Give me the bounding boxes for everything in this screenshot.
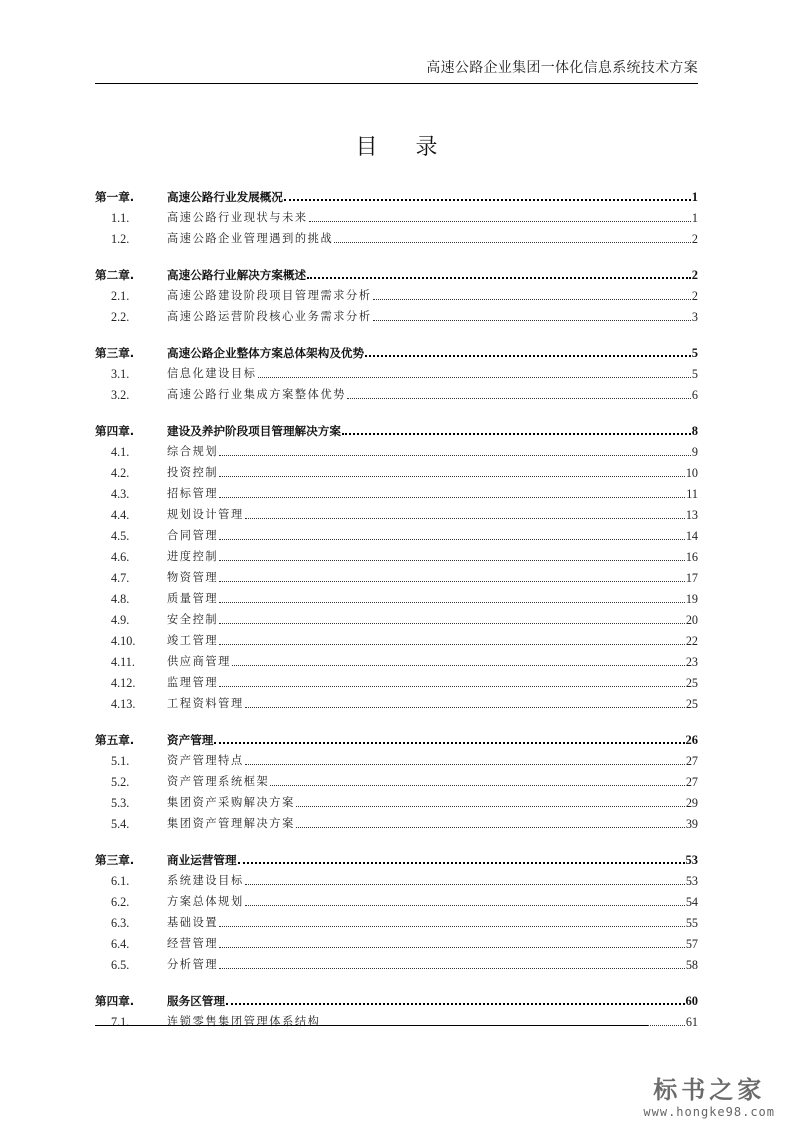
toc-chapter-entry[interactable] bbox=[95, 340, 698, 361]
toc-entry-number: 第五章. bbox=[95, 733, 135, 747]
toc-entry-number: 4.9. bbox=[111, 613, 130, 627]
toc-entry-number: 3.2. bbox=[111, 388, 130, 402]
toc-chapter-spacer bbox=[95, 973, 698, 988]
toc-section-entry[interactable] bbox=[95, 811, 698, 832]
toc-entry-page: 25 bbox=[685, 697, 698, 711]
toc-entry-page: 8 bbox=[691, 424, 698, 438]
toc-dot-leader bbox=[245, 905, 685, 906]
toc-dot-leader bbox=[219, 539, 685, 540]
toc-entry-page: 22 bbox=[685, 634, 698, 648]
toc-dot-leader bbox=[219, 947, 685, 948]
toc-entry-page: 10 bbox=[685, 466, 698, 480]
toc-entry-page: 1 bbox=[691, 190, 698, 204]
toc-section-entry[interactable] bbox=[95, 439, 698, 460]
toc-entry-page: 9 bbox=[691, 445, 698, 459]
toc-entry-title: 高速公路行业现状与未来 bbox=[167, 211, 308, 224]
toc-entry-number: 2.2. bbox=[111, 310, 130, 324]
toc-chapter-spacer bbox=[95, 247, 698, 262]
toc-dot-leader bbox=[373, 320, 691, 321]
toc-entry-number: 4.8. bbox=[111, 592, 130, 606]
toc-chapter-entry[interactable] bbox=[95, 262, 698, 283]
toc-entry-title: 分析管理 bbox=[167, 958, 219, 971]
toc-entry-number: 4.1. bbox=[111, 445, 130, 459]
toc-entry-number: 6.2. bbox=[111, 895, 130, 909]
toc-entry-page: 25 bbox=[685, 676, 698, 690]
toc-entry-page: 6 bbox=[691, 388, 698, 402]
toc-entry-number: 4.3. bbox=[111, 487, 130, 501]
toc-chapter-entry[interactable] bbox=[95, 184, 698, 205]
toc-section-entry[interactable] bbox=[95, 226, 698, 247]
toc-entry-title: 高速公路企业管理遇到的挑战 bbox=[167, 232, 334, 245]
toc-entry-page: 23 bbox=[685, 655, 698, 669]
toc-section-entry[interactable] bbox=[95, 586, 698, 607]
toc-chapter-spacer bbox=[95, 403, 698, 418]
toc-entry-page: 2 bbox=[691, 232, 698, 246]
toc-entry-title: 经营管理 bbox=[167, 937, 219, 950]
table-of-contents bbox=[95, 184, 698, 1030]
toc-entry-title: 安全控制 bbox=[167, 613, 219, 626]
toc-section-entry[interactable] bbox=[95, 283, 698, 304]
toc-entry-title: 建设及养护阶段项目管理解决方案 bbox=[167, 424, 341, 438]
toc-entry-title: 招标管理 bbox=[167, 487, 219, 500]
toc-entry-title: 合同管理 bbox=[167, 529, 219, 542]
toc-entry-page: 19 bbox=[685, 592, 698, 606]
toc-dot-leader bbox=[342, 433, 691, 435]
toc-entry-number: 4.11. bbox=[111, 655, 135, 669]
toc-dot-leader bbox=[296, 827, 685, 828]
toc-dot-leader bbox=[219, 968, 685, 969]
toc-dot-leader bbox=[238, 862, 685, 864]
toc-dot-leader bbox=[226, 1003, 685, 1005]
toc-section-entry[interactable] bbox=[95, 205, 698, 226]
toc-entry-title: 集团资产管理解决方案 bbox=[167, 817, 295, 830]
toc-chapter-entry[interactable] bbox=[95, 988, 698, 1009]
toc-entry-title: 连锁零售集团管理体系结构 bbox=[167, 1015, 321, 1028]
toc-entry-number: 4.12. bbox=[111, 676, 136, 690]
toc-entry-page: 58 bbox=[685, 958, 698, 972]
toc-section-entry[interactable] bbox=[95, 523, 698, 544]
toc-entry-number: 6.3. bbox=[111, 916, 130, 930]
toc-entry-number: 第二章. bbox=[95, 268, 135, 282]
toc-entry-page: 61 bbox=[685, 1015, 698, 1029]
toc-chapter-entry[interactable] bbox=[95, 847, 698, 868]
toc-entry-page: 3 bbox=[691, 310, 698, 324]
toc-entry-page: 27 bbox=[685, 775, 698, 789]
toc-dot-leader bbox=[219, 926, 685, 927]
toc-dot-leader bbox=[219, 602, 685, 603]
toc-entry-number: 4.2. bbox=[111, 466, 130, 480]
toc-entry-title: 高速公路运营阶段核心业务需求分析 bbox=[167, 310, 372, 323]
toc-entry-page: 57 bbox=[685, 937, 698, 951]
toc-entry-number: 4.7. bbox=[111, 571, 130, 585]
toc-entry-number: 6.4. bbox=[111, 937, 130, 951]
toc-dot-leader bbox=[309, 221, 691, 222]
toc-entry-page: 27 bbox=[685, 754, 698, 768]
toc-entry-page: 2 bbox=[691, 289, 698, 303]
toc-section-entry[interactable] bbox=[95, 691, 698, 712]
toc-dot-leader bbox=[284, 199, 691, 201]
toc-entry-title: 资产管理特点 bbox=[167, 754, 244, 767]
toc-section-entry[interactable] bbox=[95, 670, 698, 691]
toc-chapter-spacer bbox=[95, 712, 698, 727]
toc-entry-number: 4.10. bbox=[111, 634, 136, 648]
toc-dot-leader bbox=[245, 884, 685, 885]
toc-section-entry[interactable] bbox=[95, 502, 698, 523]
toc-dot-leader bbox=[296, 806, 685, 807]
toc-dot-leader bbox=[245, 764, 685, 765]
toc-dot-leader bbox=[219, 686, 685, 687]
toc-section-entry[interactable] bbox=[95, 1009, 698, 1030]
toc-entry-number: 第三章. bbox=[95, 346, 135, 360]
toc-section-entry[interactable] bbox=[95, 769, 698, 790]
toc-entry-title: 高速公路行业发展概况 bbox=[167, 190, 283, 204]
watermark-name: 标书之家 bbox=[653, 1076, 766, 1104]
toc-section-entry[interactable] bbox=[95, 931, 698, 952]
toc-entry-title: 监理管理 bbox=[167, 676, 219, 689]
toc-section-entry[interactable] bbox=[95, 790, 698, 811]
toc-entry-number: 5.3. bbox=[111, 796, 130, 810]
toc-entry-title: 高速公路行业集成方案整体优势 bbox=[167, 388, 347, 401]
toc-dot-leader bbox=[219, 476, 685, 477]
toc-dot-leader bbox=[245, 518, 685, 519]
toc-entry-number: 3.1. bbox=[111, 367, 130, 381]
toc-entry-title: 规划设计管理 bbox=[167, 508, 244, 521]
toc-dot-leader bbox=[219, 455, 691, 456]
toc-entry-number: 6.1. bbox=[111, 874, 130, 888]
toc-dot-leader bbox=[219, 497, 685, 498]
toc-entry-page: 5 bbox=[691, 346, 698, 360]
toc-entry-title: 工程资料管理 bbox=[167, 697, 244, 710]
toc-chapter-spacer bbox=[95, 832, 698, 847]
watermark-logo bbox=[643, 1070, 775, 1119]
toc-entry-title: 质量管理 bbox=[167, 592, 219, 605]
toc-dot-leader bbox=[219, 623, 685, 624]
toc-entry-title: 高速公路建设阶段项目管理需求分析 bbox=[167, 289, 372, 302]
toc-section-entry[interactable] bbox=[95, 382, 698, 403]
toc-entry-title: 集团资产采购解决方案 bbox=[167, 796, 295, 809]
toc-dot-leader bbox=[258, 377, 691, 378]
toc-dot-leader bbox=[347, 398, 691, 399]
toc-entry-title: 进度控制 bbox=[167, 550, 219, 563]
toc-dot-leader bbox=[219, 581, 685, 582]
toc-entry-title: 供应商管理 bbox=[167, 655, 231, 668]
toc-entry-number: 1.1. bbox=[111, 211, 130, 225]
toc-entry-number: 7.1. bbox=[111, 1015, 130, 1029]
toc-entry-page: 53 bbox=[685, 853, 698, 867]
toc-section-entry[interactable] bbox=[95, 889, 698, 910]
toc-entry-number: 1.2. bbox=[111, 232, 130, 246]
toc-dot-leader bbox=[219, 560, 685, 561]
toc-dot-leader bbox=[270, 785, 685, 786]
toc-section-entry[interactable] bbox=[95, 304, 698, 325]
toc-section-entry[interactable] bbox=[95, 868, 698, 889]
toc-entry-title: 高速公路企业整体方案总体架构及优势 bbox=[167, 346, 365, 360]
toc-section-entry[interactable] bbox=[95, 544, 698, 565]
toc-entry-number: 5.1. bbox=[111, 754, 130, 768]
toc-chapter-entry[interactable] bbox=[95, 418, 698, 439]
toc-entry-title: 综合规划 bbox=[167, 445, 219, 458]
toc-dot-leader bbox=[219, 644, 685, 645]
toc-section-entry[interactable] bbox=[95, 481, 698, 502]
toc-entry-number: 4.13. bbox=[111, 697, 136, 711]
toc-section-entry[interactable] bbox=[95, 748, 698, 769]
toc-entry-page: 20 bbox=[685, 613, 698, 627]
toc-entry-number: 第三章. bbox=[95, 853, 135, 867]
toc-entry-number: 5.2. bbox=[111, 775, 130, 789]
toc-entry-title: 服务区管理 bbox=[167, 994, 225, 1008]
toc-section-entry[interactable] bbox=[95, 649, 698, 670]
watermark-url: www.hongke98.com bbox=[643, 1105, 775, 1119]
document-header-title: 高速公路企业集团一体化信息系统技术方案 bbox=[426, 61, 698, 76]
footer-divider bbox=[95, 1025, 648, 1026]
toc-entry-page: 16 bbox=[685, 550, 698, 564]
toc-entry-page: 17 bbox=[685, 571, 698, 585]
toc-entry-page: 13 bbox=[685, 508, 698, 522]
toc-heading-right: 录 bbox=[415, 135, 438, 160]
toc-entry-title: 资产管理 bbox=[167, 733, 214, 747]
header-divider bbox=[95, 83, 698, 84]
toc-heading bbox=[0, 130, 793, 161]
toc-section-entry[interactable] bbox=[95, 565, 698, 586]
toc-entry-page: 2 bbox=[691, 268, 698, 282]
toc-heading-left: 目 bbox=[355, 135, 378, 160]
toc-entry-page: 39 bbox=[685, 817, 698, 831]
toc-entry-number: 2.1. bbox=[111, 289, 130, 303]
toc-entry-number: 第一章. bbox=[95, 190, 135, 204]
toc-entry-number: 6.5. bbox=[111, 958, 130, 972]
toc-entry-number: 第四章. bbox=[95, 994, 135, 1008]
toc-section-entry[interactable] bbox=[95, 910, 698, 931]
toc-entry-page: 29 bbox=[685, 796, 698, 810]
toc-entry-number: 第四章. bbox=[95, 424, 135, 438]
toc-entry-title: 商业运营管理 bbox=[167, 853, 237, 867]
toc-dot-leader bbox=[232, 665, 685, 666]
toc-entry-page: 14 bbox=[685, 529, 698, 543]
toc-entry-page: 26 bbox=[685, 733, 698, 747]
toc-entry-title: 投资控制 bbox=[167, 466, 219, 479]
toc-entry-title: 系统建设目标 bbox=[167, 874, 244, 887]
toc-section-entry[interactable] bbox=[95, 607, 698, 628]
toc-entry-page: 11 bbox=[686, 487, 698, 501]
toc-entry-title: 高速公路行业解决方案概述 bbox=[167, 268, 307, 282]
toc-dot-leader bbox=[334, 242, 691, 243]
toc-section-entry[interactable] bbox=[95, 628, 698, 649]
toc-entry-title: 方案总体规划 bbox=[167, 895, 244, 908]
toc-entry-title: 信息化建设目标 bbox=[167, 367, 257, 380]
toc-chapter-entry[interactable] bbox=[95, 727, 698, 748]
toc-entry-page: 5 bbox=[691, 367, 698, 381]
toc-entry-page: 53 bbox=[685, 874, 698, 888]
toc-entry-number: 5.4. bbox=[111, 817, 130, 831]
toc-entry-title: 基础设置 bbox=[167, 916, 219, 929]
toc-entry-page: 60 bbox=[685, 994, 698, 1008]
toc-entry-page: 55 bbox=[685, 916, 698, 930]
toc-entry-page: 54 bbox=[685, 895, 698, 909]
toc-section-entry[interactable] bbox=[95, 460, 698, 481]
toc-dot-leader bbox=[373, 299, 691, 300]
toc-section-entry[interactable] bbox=[95, 361, 698, 382]
toc-entry-title: 资产管理系统框架 bbox=[167, 775, 270, 788]
toc-section-entry[interactable] bbox=[95, 952, 698, 973]
toc-entry-number: 4.6. bbox=[111, 550, 130, 564]
toc-entry-number: 4.5. bbox=[111, 529, 130, 543]
toc-dot-leader bbox=[307, 277, 691, 279]
toc-entry-page: 1 bbox=[691, 211, 698, 225]
toc-chapter-spacer bbox=[95, 325, 698, 340]
toc-dot-leader bbox=[365, 355, 691, 357]
toc-entry-number: 4.4. bbox=[111, 508, 130, 522]
toc-entry-title: 竣工管理 bbox=[167, 634, 219, 647]
toc-dot-leader bbox=[245, 707, 685, 708]
toc-dot-leader bbox=[214, 742, 684, 744]
toc-entry-title: 物资管理 bbox=[167, 571, 219, 584]
